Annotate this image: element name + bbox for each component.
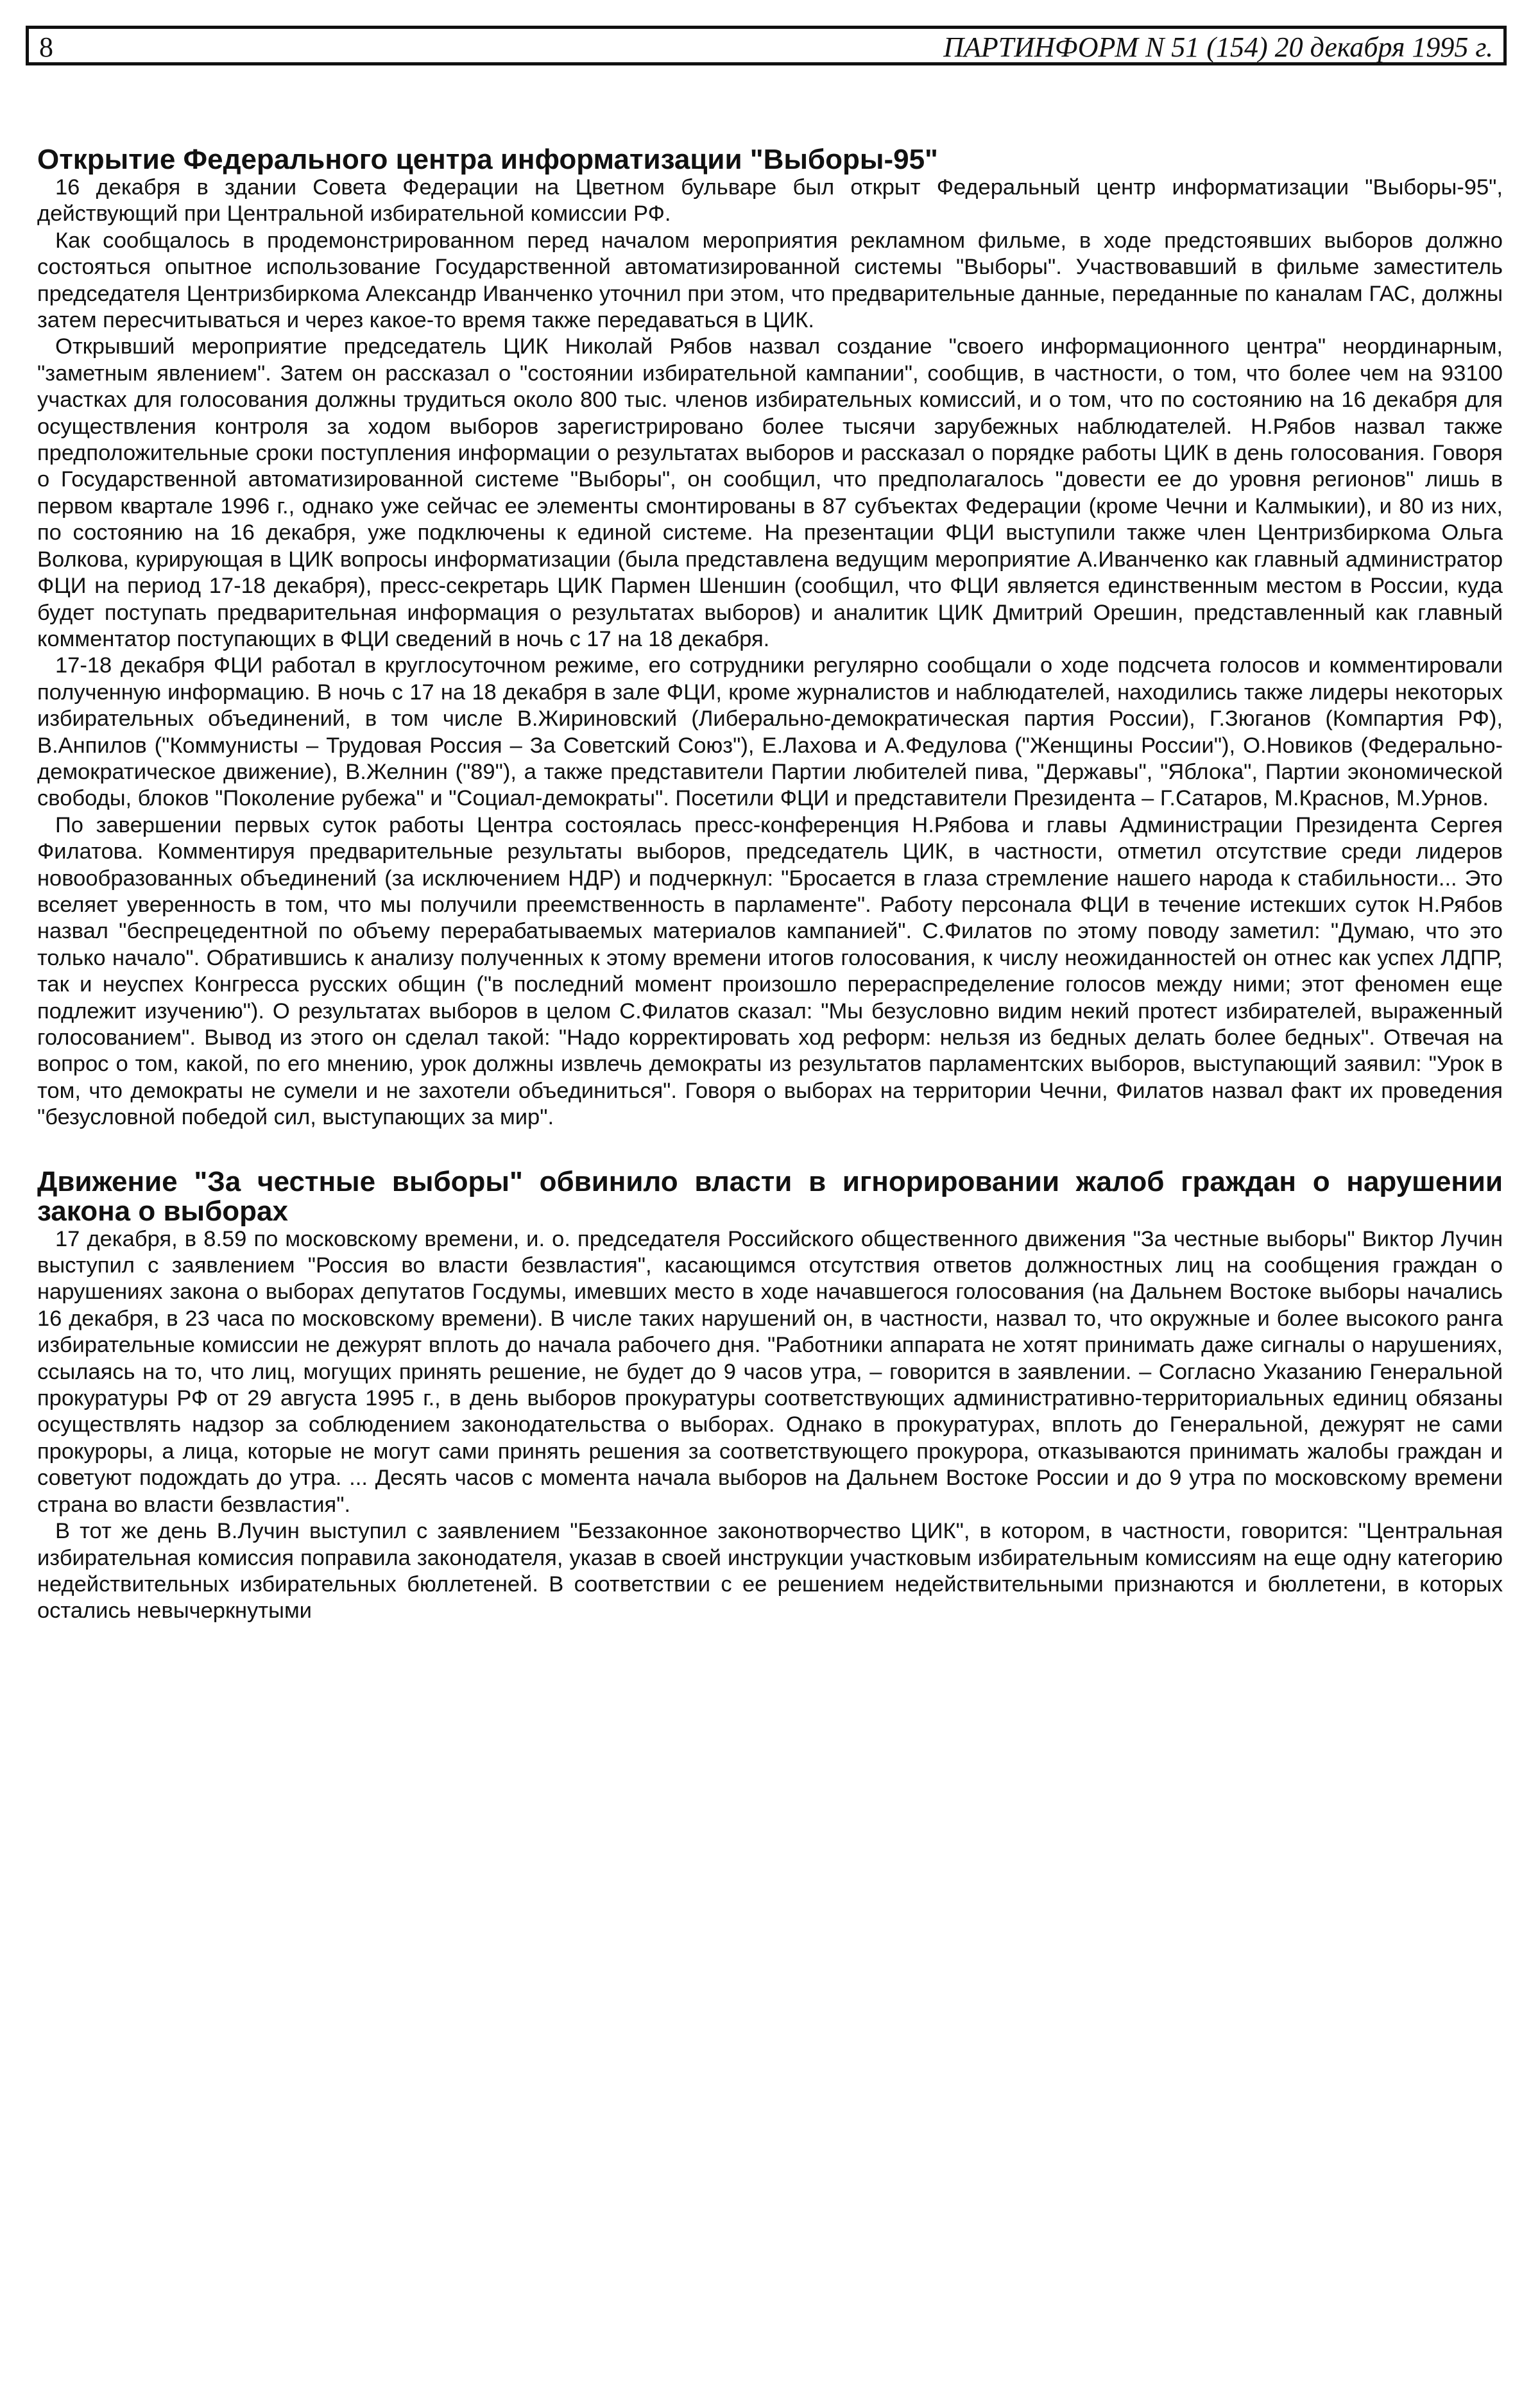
article-paragraph: 17-18 декабря ФЦИ работал в круглосуточном режиме, его сотрудники регулярно сообщали о ходе подсчета голосов и комментировали полученную информацию. В ночь с 17 на 18 декабря в зале ФЦИ, кроме журналистов и наблюдателей, находились также лидеры некоторых избирательных объединений, в том числе В.Жириновский (Либерально-демократическая партия России), Г.Зюганов (Компартия РФ), В.Анпилов ("Коммунисты – Трудовая Россия – За Советский Союз"), Е.Лахова и А.Федулова ("Женщины России"), О.Новиков (Федерально-демократическое движение), В.Желнин ("89"), а также представители Партии любителей пива, "Державы", "Яблока", Партии экономической свободы, блоков "Поколение рубежа" и "Социал-демократы". Посетили ФЦИ и представители Президента – Г.Сатаров, М.Краснов, М.Урнов.	[37, 653, 1503, 811]
article-paragraph: Как сообщалось в продемонстрированном перед началом мероприятия рекламном фильме, в ходе предстоявших выборов должно состояться опытное использование Государственной автоматизированной системы "Выборы". Участвовавший в фильме заместитель председателя Центризбиркома Александр Иванченко уточнил при этом, что предварительные данные, переданные по каналам ГАС, должны затем пересчитываться и через какое-то время также передаваться в ЦИК.	[37, 228, 1503, 333]
article-paragraph: 16 декабря в здании Совета Федерации на Цветном бульваре был открыт Федеральный центр информатизации "Выборы-95", действующий при Центральной избирательной комиссии РФ.	[37, 175, 1503, 227]
page-content	[37, 145, 1503, 1625]
article-fair-elections-movement	[37, 1167, 1503, 1625]
article-paragraph: 17 декабря, в 8.59 по московскому времени, и. о. председателя Российского общественного движения "За честные выборы" Виктор Лучин выступил с заявлением "Россия во власти безвластия", касающимся отсутствия ответов должностных лиц на сообщения граждан о нарушениях закона о выборах депутатов Госдумы, имевших место в ходе начавшегося голосования (на Дальнем Востоке выборы начались 16 декабря, в 23 часа по московскому времени). В числе таких нарушений он, в частности, назвал то, что окружные и более высокого ранга избирательные комиссии не дежурят вплоть до начала рабочего дня. "Работники аппарата не хотят принимать даже сигналы о нарушениях, ссылаясь на то, что лиц, могущих принять решение, не будет до 9 часов утра, – говорится в заявлении. – Согласно Указанию Генеральной прокуратуры РФ от 29 августа 1995 г., в день выборов прокуратуры соответствующих административно-территориальных единиц обязаны осуществлять надзор за соблюдением законодательства о выборах. Однако в прокуратурах, вплоть до Генеральной, дежурят не сами прокуроры, а лица, которые не могут сами принять решения за соответствующего прокурора, отказываются принимать жалобы граждан и советуют подождать до утра. ... Десять часов с момента начала выборов на Дальнем Востоке России и до 9 утра по московскому времени страна во власти безвластия".	[37, 1226, 1503, 1517]
page-header	[26, 26, 1507, 65]
article-paragraph: По завершении первых суток работы Центра состоялась пресс-конференция Н.Рябова и главы Администрации Президента Сергея Филатова. Комментируя предварительные результаты выборов, председатель ЦИК, в частности, отметил отсутствие среди лидеров новообразованных объединений (за исключением НДР) и подчеркнул: "Бросается в глаза стремление нашего народа к стабильности... Это вселяет уверенность в том, что мы получили преемственность в парламенте". Работу персонала ФЦИ в течение истекших суток Н.Рябов назвал "беспрецедентной по объему перерабатываемых материалов кампанией". С.Филатов по этому поводу заметил: "Думаю, что это только начало". Обратившись к анализу полученных к этому времени итогов голосования, к числу неожиданностей он отнес как успех ЛДПР, так и неуспех Конгресса русских общин ("в последний момент произошло перераспределение голосов между ними; этот феномен еще подлежит изучению"). О результатах выборов в целом С.Филатов сказал: "Мы безусловно видим некий протест избирателей, выраженный голосованием". Вывод из этого он сделал такой: "Надо корректировать ход реформ: нельзя из бедных делать более бедных". Отвечая на вопрос о том, какой, по его мнению, урок должны извлечь демократы из результатов парламентских выборов, выступающий заявил: "Урок в том, что демократы не сумели и не захотели объединиться". Говоря о выборах на территории Чечни, Филатов назвал факт их проведения "безусловной победой сил, выступающих за мир".	[37, 812, 1503, 1130]
masthead: ПАРТИНФОРМ N 51 (154) 20 декабря 1995 г.	[943, 31, 1493, 63]
article-title: Движение "За честные выборы" обвинило власти в игнорировании жалоб граждан о нарушении закона о выборах	[37, 1165, 1503, 1227]
article-ffci-opening	[37, 145, 1503, 1131]
page-number: 8	[39, 31, 53, 63]
article-title: Открытие Федерального центра информатизации "Выборы-95"	[37, 144, 938, 175]
article-paragraph: Открывший мероприятие председатель ЦИК Николай Рябов назвал создание "своего информационного центра" неординарным, "заметным явлением". Затем он рассказал о "состоянии избирательной кампании", сообщив, в частности, о том, что более чем на 93100 участках для голосования должны трудиться около 800 тыс. членов избирательных комиссий, и о том, что по состоянию на 16 декабря для осуществления контроля за ходом выборов зарегистрировано более тысячи зарубежных наблюдателей. Н.Рябов назвал также предположительные сроки поступления информации о результатах выборов и рассказал о порядке работы ЦИК в день голосования. Говоря о Государственной автоматизированной системе "Выборы", он сообщил, что предполагалось "довести ее до уровня регионов" лишь в первом квартале 1996 г., однако уже сейчас ее элементы смонтированы в 87 субъектах Федерации (кроме Чечни и Калмыкии), и 80 из них, по состоянию на 16 декабря, уже подключены к единой системе. На презентации ФЦИ выступили также член Центризбиркома Ольга Волкова, курирующая в ЦИК вопросы информатизации (была представлена ведущим мероприятие А.Иванченко как главный администратор ФЦИ на период 17-18 декабря), пресс-секретарь ЦИК Пармен Шеншин (сообщил, что ФЦИ является единственным местом в России, куда будет поступать предварительная информация о результатах выборов) и аналитик ЦИК Дмитрий Орешин, представленный как главный комментатор поступающих в ФЦИ сведений в ночь с 17 на 18 декабря.	[37, 334, 1503, 651]
article-paragraph: В тот же день В.Лучин выступил с заявлением "Беззаконное законотворчество ЦИК", в котором, в частности, говорится: "Центральная избирательная комиссия поправила законодателя, указав в своей инструкции участковым избирательным комиссиям на еще одну категорию недействительных избирательных бюллетеней. В соответствии с ее решением недействительными признаются и бюллетени, в которых остались невычеркнутыми	[37, 1519, 1503, 1624]
